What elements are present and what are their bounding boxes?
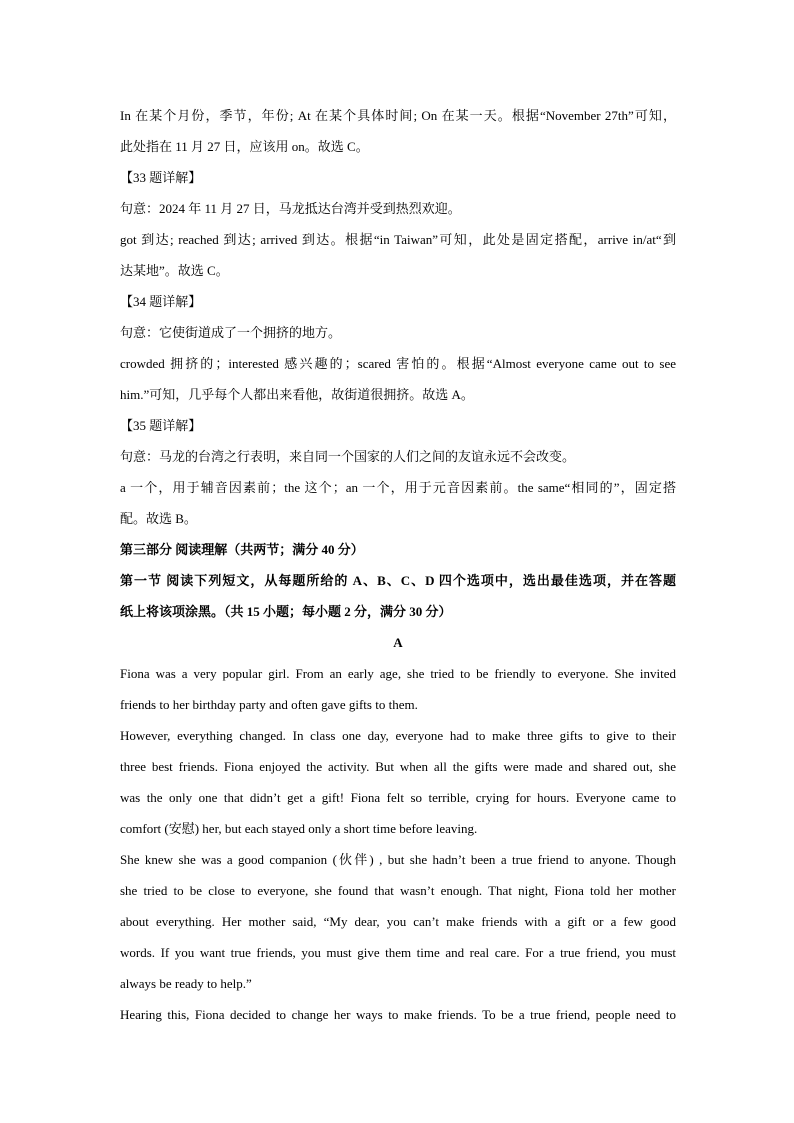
text-line: words. If you want true friends, you must give them time and real care. For a true friend, you must [120, 945, 676, 960]
text-line: a 一个，用于辅音因素前；the 这个；an 一个，用于元音因素前。the same“相同的”，固定搭 [120, 480, 676, 495]
text-line: A [393, 635, 403, 650]
text-line: 【33 题详解】 [120, 170, 202, 185]
text-line: 此处指在 11 月 27 日，应该用 on。故选 C。 [120, 139, 369, 154]
text-line: She knew she was a good companion (伙伴) , but she hadn’t been a true friend to anyone. Though [120, 852, 676, 867]
text-line: Fiona was a very popular girl. From an early age, she tried to be friendly to everyone. She invited [120, 666, 676, 681]
text-line: crowded 拥挤的；interested 感兴趣的；scared 害怕的。根据“Almost everyone came out to see [120, 356, 676, 371]
text-line: always be ready to help.” [120, 976, 252, 991]
text-line: 第三部分 阅读理解（共两节；满分 40 分） [120, 542, 364, 557]
text-line: friends to her birthday party and often gave gifts to them. [120, 697, 418, 712]
text-line: him.”可知，几乎每个人都出来看他，故街道很拥挤。故选 A。 [120, 387, 474, 402]
text-line: However, everything changed. In class one day, everyone had to make three gifts to give to their [120, 728, 676, 743]
text-line: 第一节 阅读下列短文，从每题所给的 A、B、C、D 四个选项中，选出最佳选项，并在答题 [120, 573, 676, 588]
text-line: 句意：2024 年 11 月 27 日，马龙抵达台湾并受到热烈欢迎。 [120, 201, 461, 216]
text-line: 纸上将该项涂黑。（共 15 小题；每小题 2 分，满分 30 分） [120, 604, 452, 619]
text-line: Hearing this, Fiona decided to change her ways to make friends. To be a true friend, people need to [120, 1007, 676, 1022]
text-line: In 在某个月份，季节，年份; At 在某个具体时间; On 在某一天。根据“November 27th”可知， [120, 108, 676, 123]
text-line: 【34 题详解】 [120, 294, 202, 309]
text-line: comfort (安慰) her, but each stayed only a short time before leaving. [120, 821, 478, 836]
text-line: got 到达; reached 到达; arrived 到达。根据“in Taiwan”可知，此处是固定搭配，arrive in/at“到 [120, 232, 676, 247]
text-line: 配。故选 B。 [120, 511, 197, 526]
text-line: was the only one that didn’t get a gift! Fiona felt so terrible, crying for hours. Everyone came to [120, 790, 676, 805]
text-line: about everything. Her mother said, “My dear, you can’t make friends with a gift or a few good [120, 914, 676, 929]
text-line: three best friends. Fiona enjoyed the activity. But when all the gifts were made and shared out, she [120, 759, 676, 774]
text-line: 【35 题详解】 [120, 418, 202, 433]
text-line: she tried to be close to everyone, she found that wasn’t enough. That night, Fiona told her mother [120, 883, 676, 898]
document-page [120, 100, 676, 1030]
text-line: 达某地”。故选 C。 [120, 263, 229, 278]
text-line: 句意：马龙的台湾之行表明，来自同一个国家的人们之间的友谊永远不会改变。 [120, 449, 576, 464]
text-line: 句意：它使街道成了一个拥挤的地方。 [120, 325, 342, 340]
